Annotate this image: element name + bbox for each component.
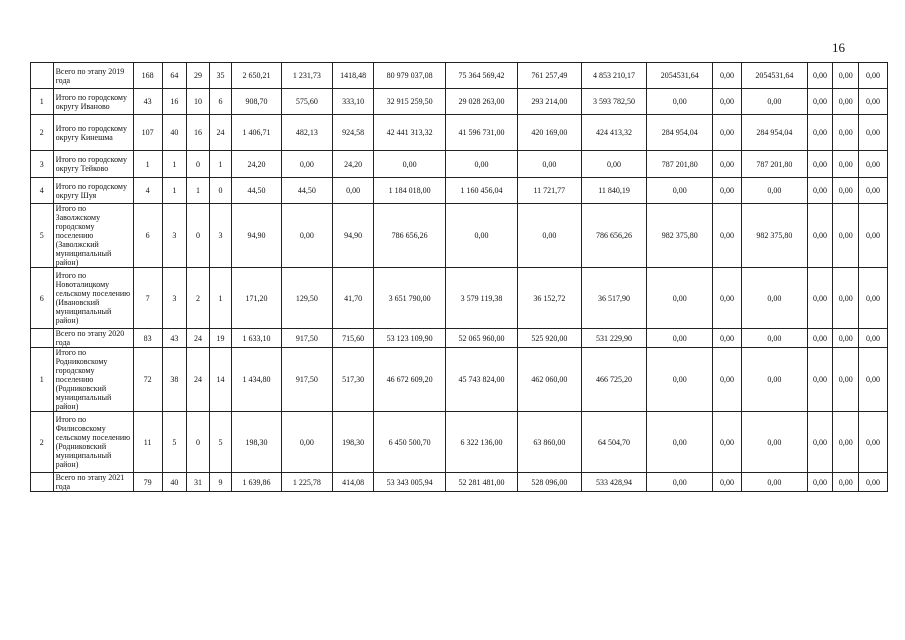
cell-cost-local: 3 593 782,50 xyxy=(581,89,647,115)
cell-extra-c: 0,00 xyxy=(807,412,833,473)
cell-area-a: 575,60 xyxy=(281,89,332,115)
cell-area-b: 517,30 xyxy=(333,348,374,412)
cell-extra-e: 0,00 xyxy=(859,204,888,268)
cell-row-number: 4 xyxy=(31,178,54,204)
cell-cost-fund: 45 743 824,00 xyxy=(446,348,518,412)
cell-extra-a: 0,00 xyxy=(713,178,742,204)
cell-extra-d: 0,00 xyxy=(833,348,859,412)
cell-cost-total: 32 915 259,50 xyxy=(374,89,446,115)
cell-cnt-c: 1 xyxy=(209,151,232,178)
cell-extra-a: 0,00 xyxy=(713,348,742,412)
cell-cost-fund: 41 596 731,00 xyxy=(446,115,518,151)
cell-extra-e: 0,00 xyxy=(859,473,888,492)
cell-extra-d: 0,00 xyxy=(833,151,859,178)
cell-name: Всего по этапу 2019 года xyxy=(53,63,133,89)
cell-extra-c: 0,00 xyxy=(807,178,833,204)
cell-extra-d: 0,00 xyxy=(833,412,859,473)
cell-extra-b: 787 201,80 xyxy=(741,151,807,178)
cell-extra-a: 0,00 xyxy=(713,204,742,268)
cell-cnt-c: 19 xyxy=(209,329,232,348)
cell-extra-total: 0,00 xyxy=(647,89,713,115)
cell-cost-region: 528 096,00 xyxy=(517,473,581,492)
cell-cost-fund: 3 579 119,38 xyxy=(446,268,518,329)
cell-cnt-total: 11 xyxy=(133,412,162,473)
cell-cost-local: 466 725,20 xyxy=(581,348,647,412)
cell-cost-total: 6 450 500,70 xyxy=(374,412,446,473)
cell-extra-total: 0,00 xyxy=(647,348,713,412)
cell-name: Всего по этапу 2020 года xyxy=(53,329,133,348)
cell-cnt-b: 2 xyxy=(187,268,210,329)
cell-extra-b: 2054531,64 xyxy=(741,63,807,89)
cell-cnt-b: 24 xyxy=(187,348,210,412)
table-row xyxy=(31,412,888,473)
cell-area-b: 1418,48 xyxy=(333,63,374,89)
cell-extra-b: 0,00 xyxy=(741,473,807,492)
cell-cost-total: 53 343 005,94 xyxy=(374,473,446,492)
table-row xyxy=(31,473,888,492)
cell-row-number: 3 xyxy=(31,151,54,178)
cell-area-a: 1 231,73 xyxy=(281,63,332,89)
cell-name: Итого по городскому округу Кинешма xyxy=(53,115,133,151)
cell-cnt-b: 0 xyxy=(187,204,210,268)
cell-extra-b: 0,00 xyxy=(741,89,807,115)
page-number: 16 xyxy=(832,40,845,55)
cell-extra-a: 0,00 xyxy=(713,268,742,329)
cell-cost-fund: 75 364 569,42 xyxy=(446,63,518,89)
table-row xyxy=(31,268,888,329)
cell-cost-total: 3 651 790,00 xyxy=(374,268,446,329)
table-row xyxy=(31,329,888,348)
cell-cost-local: 424 413,32 xyxy=(581,115,647,151)
cell-cnt-total: 72 xyxy=(133,348,162,412)
cell-cnt-b: 16 xyxy=(187,115,210,151)
cell-area-a: 1 225,78 xyxy=(281,473,332,492)
cell-extra-a: 0,00 xyxy=(713,115,742,151)
cell-extra-a: 0,00 xyxy=(713,473,742,492)
cell-cnt-c: 3 xyxy=(209,204,232,268)
cell-cost-region: 525 920,00 xyxy=(517,329,581,348)
cell-extra-total: 0,00 xyxy=(647,473,713,492)
cell-cnt-total: 83 xyxy=(133,329,162,348)
cell-extra-total: 0,00 xyxy=(647,329,713,348)
cell-extra-e: 0,00 xyxy=(859,348,888,412)
cell-cnt-b: 0 xyxy=(187,151,210,178)
cell-extra-e: 0,00 xyxy=(859,115,888,151)
cell-extra-a: 0,00 xyxy=(713,329,742,348)
cell-cost-fund: 0,00 xyxy=(446,204,518,268)
cell-name: Итого по Заволжскому городскому поселению (Заволжский муниципальный район) xyxy=(53,204,133,268)
cell-area-a: 0,00 xyxy=(281,412,332,473)
cell-cost-fund: 0,00 xyxy=(446,151,518,178)
cell-extra-e: 0,00 xyxy=(859,412,888,473)
cell-area-b: 0,00 xyxy=(333,178,374,204)
cell-row-number: 1 xyxy=(31,89,54,115)
cell-area-a: 129,50 xyxy=(281,268,332,329)
cell-cnt-a: 38 xyxy=(162,348,187,412)
cell-extra-c: 0,00 xyxy=(807,268,833,329)
cell-cnt-c: 0 xyxy=(209,178,232,204)
cell-cost-total: 1 184 018,00 xyxy=(374,178,446,204)
cell-extra-a: 0,00 xyxy=(713,63,742,89)
cell-cnt-b: 1 xyxy=(187,178,210,204)
cell-cnt-c: 9 xyxy=(209,473,232,492)
cell-area-b: 24,20 xyxy=(333,151,374,178)
cell-row-number: 6 xyxy=(31,268,54,329)
cell-cnt-a: 5 xyxy=(162,412,187,473)
cell-cnt-total: 1 xyxy=(133,151,162,178)
cell-cost-total: 786 656,26 xyxy=(374,204,446,268)
cell-cost-total: 80 979 037,08 xyxy=(374,63,446,89)
cell-row-number: 2 xyxy=(31,115,54,151)
cell-cnt-c: 35 xyxy=(209,63,232,89)
cell-extra-d: 0,00 xyxy=(833,329,859,348)
cell-cost-total: 46 672 609,20 xyxy=(374,348,446,412)
cell-cost-local: 531 229,90 xyxy=(581,329,647,348)
cell-name: Итого по Новоталицкому сельскому поселению (Ивановский муниципальный район) xyxy=(53,268,133,329)
program-stage-table xyxy=(30,62,888,492)
cell-cost-local: 11 840,19 xyxy=(581,178,647,204)
cell-area-a: 482,13 xyxy=(281,115,332,151)
cell-extra-e: 0,00 xyxy=(859,178,888,204)
table-row xyxy=(31,348,888,412)
cell-row-number: 5 xyxy=(31,204,54,268)
cell-extra-total: 0,00 xyxy=(647,178,713,204)
cell-area-a: 0,00 xyxy=(281,204,332,268)
cell-area-total: 171,20 xyxy=(232,268,281,329)
cell-area-total: 94,90 xyxy=(232,204,281,268)
cell-cost-local: 0,00 xyxy=(581,151,647,178)
cell-cost-local: 786 656,26 xyxy=(581,204,647,268)
cell-extra-e: 0,00 xyxy=(859,151,888,178)
cell-area-total: 1 633,10 xyxy=(232,329,281,348)
cell-cnt-total: 107 xyxy=(133,115,162,151)
cell-row-number: 1 xyxy=(31,348,54,412)
cell-cnt-b: 0 xyxy=(187,412,210,473)
cell-name: Всего по этапу 2021 года xyxy=(53,473,133,492)
cell-area-total: 2 650,21 xyxy=(232,63,281,89)
cell-cost-region: 63 860,00 xyxy=(517,412,581,473)
cell-area-a: 0,00 xyxy=(281,151,332,178)
cell-extra-c: 0,00 xyxy=(807,151,833,178)
cell-extra-e: 0,00 xyxy=(859,89,888,115)
cell-cost-fund: 52 065 960,00 xyxy=(446,329,518,348)
cell-area-b: 715,60 xyxy=(333,329,374,348)
cell-extra-c: 0,00 xyxy=(807,348,833,412)
cell-area-total: 1 639,86 xyxy=(232,473,281,492)
cell-area-b: 198,30 xyxy=(333,412,374,473)
cell-name: Итого по городскому округу Тейково xyxy=(53,151,133,178)
cell-extra-c: 0,00 xyxy=(807,89,833,115)
cell-cost-region: 761 257,49 xyxy=(517,63,581,89)
cell-extra-c: 0,00 xyxy=(807,473,833,492)
cell-cost-region: 11 721,77 xyxy=(517,178,581,204)
cell-cost-total: 42 441 313,32 xyxy=(374,115,446,151)
table-row xyxy=(31,151,888,178)
cell-cnt-total: 7 xyxy=(133,268,162,329)
cell-cnt-a: 1 xyxy=(162,151,187,178)
cell-extra-total: 787 201,80 xyxy=(647,151,713,178)
cell-row-number: 2 xyxy=(31,412,54,473)
cell-area-total: 1 434,80 xyxy=(232,348,281,412)
cell-name: Итого по Филисовскому сельскому поселению (Родниковский муниципальный район) xyxy=(53,412,133,473)
cell-name: Итого по городскому округу Иваново xyxy=(53,89,133,115)
cell-area-a: 917,50 xyxy=(281,329,332,348)
cell-extra-d: 0,00 xyxy=(833,268,859,329)
cell-cost-total: 53 123 109,90 xyxy=(374,329,446,348)
cell-name: Итого по городскому округу Шуя xyxy=(53,178,133,204)
cell-cnt-c: 5 xyxy=(209,412,232,473)
cell-area-a: 44,50 xyxy=(281,178,332,204)
cell-cnt-a: 3 xyxy=(162,204,187,268)
cell-extra-total: 982 375,80 xyxy=(647,204,713,268)
cell-area-b: 924,58 xyxy=(333,115,374,151)
cell-cost-local: 36 517,90 xyxy=(581,268,647,329)
cell-cnt-c: 1 xyxy=(209,268,232,329)
cell-cnt-a: 40 xyxy=(162,473,187,492)
cell-cost-total: 0,00 xyxy=(374,151,446,178)
cell-row-number xyxy=(31,329,54,348)
cell-extra-b: 284 954,04 xyxy=(741,115,807,151)
cell-cnt-b: 31 xyxy=(187,473,210,492)
cell-cnt-b: 10 xyxy=(187,89,210,115)
cell-extra-a: 0,00 xyxy=(713,412,742,473)
cell-extra-c: 0,00 xyxy=(807,204,833,268)
cell-cost-fund: 29 028 263,00 xyxy=(446,89,518,115)
cell-extra-e: 0,00 xyxy=(859,63,888,89)
cell-extra-b: 0,00 xyxy=(741,268,807,329)
cell-extra-a: 0,00 xyxy=(713,151,742,178)
cell-extra-b: 0,00 xyxy=(741,412,807,473)
cell-extra-total: 2054531,64 xyxy=(647,63,713,89)
cell-extra-d: 0,00 xyxy=(833,63,859,89)
cell-name: Итого по Родниковскому городскому поселению (Родниковский муниципальный район) xyxy=(53,348,133,412)
cell-extra-e: 0,00 xyxy=(859,268,888,329)
cell-cost-region: 462 060,00 xyxy=(517,348,581,412)
cell-extra-d: 0,00 xyxy=(833,204,859,268)
cell-area-total: 24,20 xyxy=(232,151,281,178)
cell-extra-a: 0,00 xyxy=(713,89,742,115)
cell-extra-c: 0,00 xyxy=(807,63,833,89)
cell-cnt-a: 43 xyxy=(162,329,187,348)
cell-extra-d: 0,00 xyxy=(833,473,859,492)
cell-extra-c: 0,00 xyxy=(807,329,833,348)
cell-cnt-b: 24 xyxy=(187,329,210,348)
cell-cost-fund: 1 160 456,04 xyxy=(446,178,518,204)
cell-area-total: 198,30 xyxy=(232,412,281,473)
cell-area-b: 414,08 xyxy=(333,473,374,492)
cell-cost-region: 293 214,00 xyxy=(517,89,581,115)
cell-area-total: 1 406,71 xyxy=(232,115,281,151)
cell-cost-local: 533 428,94 xyxy=(581,473,647,492)
cell-extra-total: 0,00 xyxy=(647,268,713,329)
cell-cnt-a: 64 xyxy=(162,63,187,89)
cell-cnt-total: 6 xyxy=(133,204,162,268)
cell-cost-region: 0,00 xyxy=(517,151,581,178)
cell-area-b: 94,90 xyxy=(333,204,374,268)
cell-extra-total: 284 954,04 xyxy=(647,115,713,151)
cell-extra-b: 0,00 xyxy=(741,178,807,204)
cell-area-total: 44,50 xyxy=(232,178,281,204)
cell-cost-local: 4 853 210,17 xyxy=(581,63,647,89)
cell-extra-c: 0,00 xyxy=(807,115,833,151)
cell-extra-d: 0,00 xyxy=(833,178,859,204)
cell-extra-b: 0,00 xyxy=(741,329,807,348)
cell-cnt-a: 16 xyxy=(162,89,187,115)
cell-cnt-total: 79 xyxy=(133,473,162,492)
cell-extra-e: 0,00 xyxy=(859,329,888,348)
cell-cnt-total: 168 xyxy=(133,63,162,89)
table-row xyxy=(31,115,888,151)
cell-cost-region: 0,00 xyxy=(517,204,581,268)
cell-extra-b: 0,00 xyxy=(741,348,807,412)
cell-extra-d: 0,00 xyxy=(833,89,859,115)
cell-cnt-total: 4 xyxy=(133,178,162,204)
cell-cnt-c: 14 xyxy=(209,348,232,412)
cell-extra-b: 982 375,80 xyxy=(741,204,807,268)
cell-area-b: 41,70 xyxy=(333,268,374,329)
cell-cnt-b: 29 xyxy=(187,63,210,89)
cell-row-number xyxy=(31,473,54,492)
cell-area-b: 333,10 xyxy=(333,89,374,115)
table-row xyxy=(31,178,888,204)
cell-cnt-c: 24 xyxy=(209,115,232,151)
cell-cost-local: 64 504,70 xyxy=(581,412,647,473)
cell-cnt-a: 1 xyxy=(162,178,187,204)
cell-extra-d: 0,00 xyxy=(833,115,859,151)
cell-row-number xyxy=(31,63,54,89)
cell-cost-region: 420 169,00 xyxy=(517,115,581,151)
cell-extra-total: 0,00 xyxy=(647,412,713,473)
cell-cost-fund: 52 281 481,00 xyxy=(446,473,518,492)
cell-area-total: 908,70 xyxy=(232,89,281,115)
table-row xyxy=(31,89,888,115)
cell-cnt-a: 40 xyxy=(162,115,187,151)
cell-cnt-total: 43 xyxy=(133,89,162,115)
cell-cost-fund: 6 322 136,00 xyxy=(446,412,518,473)
cell-cnt-a: 3 xyxy=(162,268,187,329)
cell-area-a: 917,50 xyxy=(281,348,332,412)
table-row xyxy=(31,204,888,268)
cell-cost-region: 36 152,72 xyxy=(517,268,581,329)
cell-cnt-c: 6 xyxy=(209,89,232,115)
table-row xyxy=(31,63,888,89)
